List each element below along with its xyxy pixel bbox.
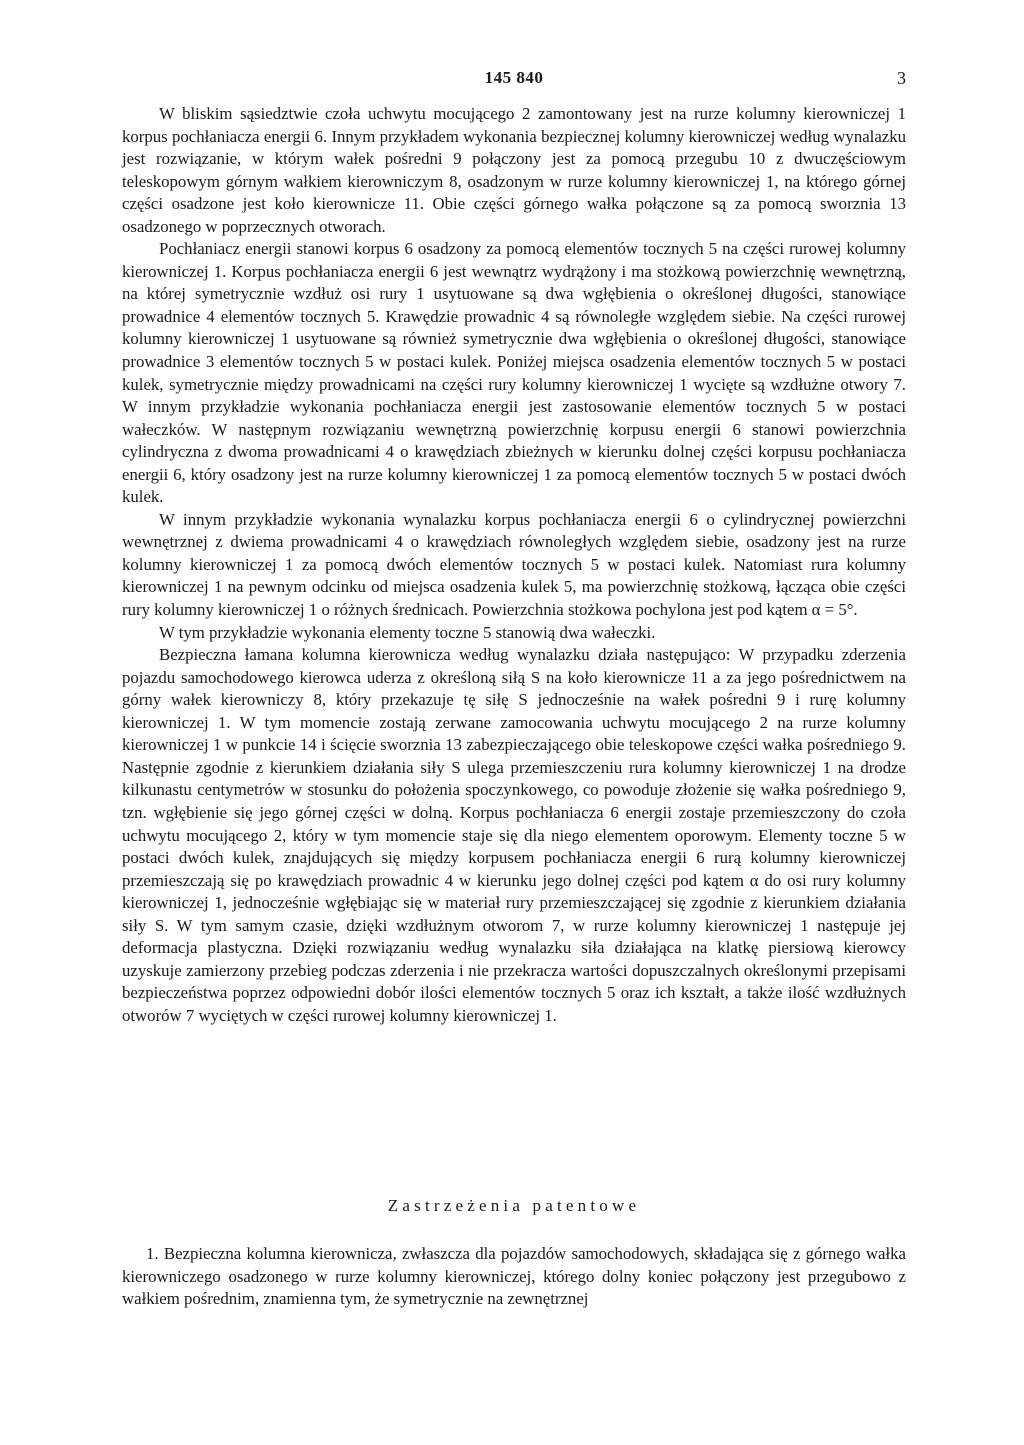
paragraph-2: Pochłaniacz energii stanowi korpus 6 osadzony za pomocą elementów tocznych 5 na części rurowej kolumny kierowniczej 1. Korpus pochłaniacza energii 6 jest wewnątrz wydrążony i ma stożkową powierzchnię wewnętrzną, na której symetrycznie wzdłuż osi rury 1 usytuowane są dwa wgłębienia o określonej długości, stanowiące prowadnice 4 elementów tocznych 5. Krawędzie prowadnic 4 są równoległe względem siebie. Na części rurowej kolumny kierowniczej 1 usytuowane są również symetrycznie dwa wgłębienia o określonej długości, stanowiące prowadnice 3 elementów tocznych 5 w postaci kulek. Poniżej miejsca osadzenia elementów tocznych 5 w postaci kulek, symetrycznie między prowadnicami na części rury kolumny kierowniczej 1 wycięte są wzdłużne otwory 7. W innym przykładzie wykonania pochłaniacza energii jest zastosowanie elementów tocznych 5 w postaci wałeczków. W następnym rozwiązaniu wewnętrzną powierzchnię korpusu energii 6 stanowi powierzchnia cylindryczna z dwoma prowadnicami 4 o krawędziach zbieżnych w kierunku dolnej części korpusu pochłaniacza energii 6, który osadzony jest na rurze kolumny kierowniczej 1 za pomocą elementów tocznych 5 w postaci dwóch kulek. xyxy=(122,239,906,507)
page-header xyxy=(122,68,906,92)
description-body xyxy=(122,103,906,1027)
paragraph-1: W bliskim sąsiedztwie czoła uchwytu mocującego 2 zamontowany jest na rurze kolumny kierowniczej 1 korpus pochłaniacza energii 6. Innym przykładem wykonania bezpiecznej kolumny kierowniczej według wynalazku jest rozwiązanie, w którym wałek pośredni 9 połączony jest za pomocą przegubu 10 z dwuczęściowym teleskopowym górnym wałkiem kierowniczym 8, osadzonym w rurze kolumny kierowniczej 1, na którego górnej części osadzone jest koło kierownicze 11. Obie części górnego wałka połączone są za pomocą sworznia 13 osadzonego w poprzecznych otworach. xyxy=(122,104,906,236)
page-number: 3 xyxy=(897,68,906,88)
patent-number: 145 840 xyxy=(484,68,544,87)
paragraph-5: Bezpieczna łamana kolumna kierownicza według wynalazku działa następująco: W przypadku zderzenia pojazdu samochodowego kierowca uderza z określoną siłą S na koło kierownicze 11 a za jego pośrednictwem na górny wałek kierowniczy 8, który przekazuje tę siłę S jednocześnie na wałek pośredni 9 i rurę kolumny kierowniczej 1. W tym momencie zostają zerwane zamocowania uchwytu mocującego 2 na rurze kolumny kierowniczej 1 w punkcie 14 i ścięcie sworznia 13 zabezpieczającego obie teleskopowe części wałka pośredniego 9. Następnie zgodnie z kierunkiem działania siły S ulega przemieszczeniu rura kolumny kierowniczej 1 na drodze kilkunastu centymetrów w stosunku do położenia spoczynkowego, co powoduje złożenie się wałka pośredniego 9, tzn. wgłębienie się jego górnej części w dolną. Korpus pochłaniacza 6 energii zostaje przemieszczony do czoła uchwytu mocującego 2, który w tym momencie staje się dla niego elementem oporowym. Elementy toczne 5 w postaci dwóch kulek, znajdujących się między korpusem pochłaniacza energii 6 rurą kolumny kierowniczej przemieszczają się po krawędziach prowadnic 4 w kierunku jego dolnej części pod kątem α do osi rury kolumny kierowniczej 1, jednocześnie wgłębiając się w materiał rury przemieszczającej się zgodnie z kierunkiem działania siły S. W tym samym czasie, dzięki wzdłużnym otworom 7, w rurze kolumny kierowniczej 1 następuje jej deformacja plastyczna. Dzięki rozwiązaniu według wynalazku siła działająca na klatkę piersiową kierowcy uzyskuje zamierzony przebieg podczas zderzenia i nie przekracza wartości dopuszczalnych określonymi przepisami bezpieczeństwa poprzez odpowiedni dobór ilości elementów tocznych 5 oraz ich kształt, a także ilość wzdłużnych otworów 7 wyciętych w części rurowej kolumny kierowniczej 1. xyxy=(122,645,906,1025)
paragraph-3: W innym przykładzie wykonania wynalazku korpus pochłaniacza energii 6 o cylindrycznej powierzchni wewnętrznej z dwiema prowadnicami 4 o krawędziach równoległych względem siebie, osadzony jest na rurze kolumny kierowniczej 1 za pomocą dwóch elementów tocznych 5 w postaci kulek. Natomiast rura kolumny kierowniczej 1 na pewnym odcinku od miejsca osadzenia kulek 5, ma powierzchnię stożkową, łącząca obie części rury kolumny kierowniczej 1 o różnych średnicach. Powierzchnia stożkowa pochylona jest pod kątem α = 5°. xyxy=(122,509,906,620)
claim-1: 1. Bezpieczna kolumna kierownicza, zwłaszcza dla pojazdów samochodowych, składająca się z górnego wałka kierowniczego osadzonego w rurze kolumny kierowniczej, którego dolny koniec połączony jest przegubowo z wałkiem pośrednim, znamienna tym, że symetrycznie na zewnętrznej xyxy=(122,1244,906,1309)
claims-section xyxy=(122,1243,906,1311)
paragraph-4: W tym przykładzie wykonania elementy toczne 5 stanowią dwa wałeczki. xyxy=(159,622,656,642)
claims-heading: Zastrzeżenia patentowe xyxy=(387,1196,641,1215)
